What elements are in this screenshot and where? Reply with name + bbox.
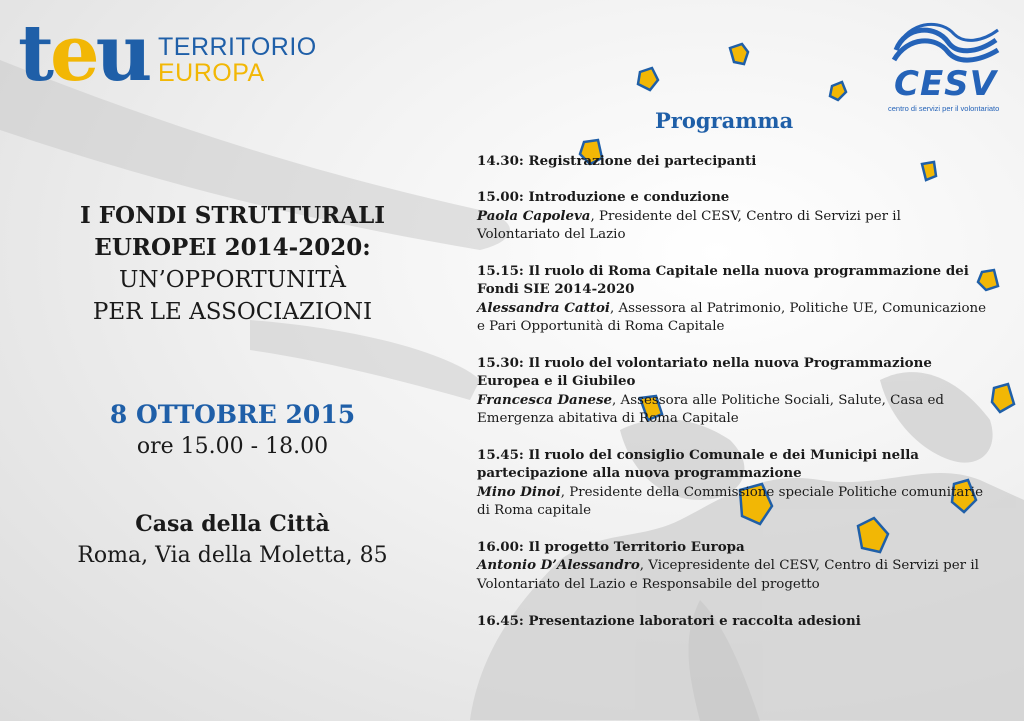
program-item bbox=[477, 188, 987, 244]
program-list bbox=[477, 152, 987, 648]
program-item bbox=[477, 538, 987, 594]
title-line4: PER LE ASSOCIAZIONI bbox=[92, 299, 373, 325]
program-item-head: 16.45: Presentazione laboratori e raccolta adesioni bbox=[477, 612, 861, 629]
program-item-head: 15.15: Il ruolo di Roma Capitale nella nuova programmazione dei Fondi SIE 2014-2020 bbox=[477, 263, 969, 298]
event-venue bbox=[40, 508, 425, 572]
program-item bbox=[477, 262, 987, 336]
event-date: 8 OTTOBRE 2015 bbox=[109, 400, 356, 429]
marker-1 bbox=[730, 44, 748, 64]
title-line3: UN’OPPORTUNITÀ bbox=[118, 267, 347, 293]
program-item-head: 15.00: Introduzione e conduzione bbox=[477, 189, 730, 206]
program-item-speaker: Antonio D’Alessandro bbox=[477, 557, 640, 574]
program-item-role: , Assessora al Patrimonio, Politiche UE, Comunicazione e Pari Opportunità di Roma Capitale bbox=[477, 300, 987, 334]
program-item bbox=[477, 612, 987, 630]
title-line2: EUROPEI 2014-2020: bbox=[94, 234, 371, 261]
teu-territorio-europa-logo bbox=[18, 8, 317, 99]
program-item-speaker: Alessandra Cattoi bbox=[477, 299, 610, 316]
teu-letter-u: u bbox=[95, 8, 149, 99]
marker-3 bbox=[830, 82, 846, 100]
teu-letter-e: e bbox=[50, 8, 96, 99]
program-item-speaker: Mino Dinoi bbox=[477, 483, 561, 500]
teu-logo-line2: EUROPA bbox=[158, 59, 265, 87]
program-item-role: , Presidente del CESV, Centro di Servizi per il Volontariato del Lazio bbox=[477, 208, 901, 242]
cesv-wordmark: CESV bbox=[894, 64, 997, 104]
program-item-head: 15.45: Il ruolo del consiglio Comunale e dei Municipi nella partecipazione alla nuova programmazione bbox=[477, 447, 919, 482]
program-item-role: , Assessora alle Politiche Sociali, Salute, Casa ed Emergenza abitativa di Roma Capitale bbox=[477, 392, 944, 426]
program-item-role: , Vicepresidente del CESV, Centro di Servizi per il Volontariato del Lazio e Responsabile del progetto bbox=[477, 558, 979, 592]
program-item-head: 15.30: Il ruolo del volontariato nella nuova Programmazione Europea e il Giubileo bbox=[477, 355, 932, 390]
marker-7 bbox=[992, 384, 1014, 412]
program-item-speaker: Francesca Danese bbox=[477, 391, 613, 408]
venue-name: Casa della Città bbox=[135, 511, 330, 537]
program-item bbox=[477, 152, 987, 170]
program-title: Programma bbox=[655, 108, 794, 133]
cesv-tagline: centro di servizi per il volontariato bbox=[888, 104, 1000, 113]
marker-2 bbox=[638, 68, 658, 90]
program-item-head: 14.30: Registrazione dei partecipanti bbox=[477, 153, 757, 169]
teu-letters bbox=[18, 8, 149, 99]
venue-address: Roma, Via della Moletta, 85 bbox=[77, 543, 388, 568]
title-line1: I FONDI STRUTTURALI bbox=[79, 202, 386, 229]
cesv-wave-icon bbox=[886, 20, 1006, 70]
program-item bbox=[477, 354, 987, 428]
cesv-logo bbox=[884, 20, 1012, 116]
program-item-head: 16.00: Il progetto Territorio Europa bbox=[477, 539, 745, 556]
program-item-speaker: Paola Capoleva bbox=[477, 207, 591, 224]
teu-logo-line1: TERRITORIO bbox=[158, 33, 317, 61]
event-date-time bbox=[40, 398, 425, 462]
event-time: ore 15.00 - 18.00 bbox=[136, 434, 329, 459]
program-item-role: , Presidente della Commissione speciale Politiche comunitarie di Roma capitale bbox=[477, 484, 983, 518]
teu-letter-t: t bbox=[18, 8, 51, 99]
event-title bbox=[40, 200, 425, 328]
program-item bbox=[477, 446, 987, 520]
